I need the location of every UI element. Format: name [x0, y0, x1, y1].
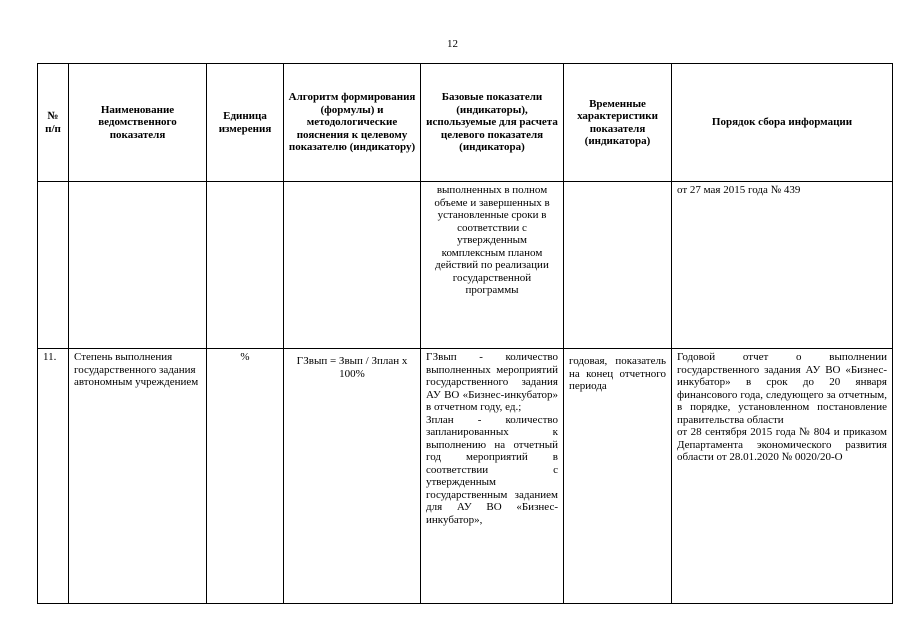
cell-name: Степень выполнения государственного задания автономным учреждением: [69, 349, 207, 604]
header-time: Временные характеристики показателя (индикатора): [564, 64, 672, 182]
header-order: Порядок сбора информации: [672, 64, 893, 182]
header-unit: Единица измерения: [207, 64, 284, 182]
table-header-row: [38, 64, 893, 182]
header-base: Базовые показатели (индикаторы), используемые для расчета целевого показателя (индикатора): [421, 64, 564, 182]
indicators-table: [37, 63, 893, 604]
cell-time: годовая, показатель на конец отчетного периода: [564, 349, 672, 604]
cell-order-continuation: от 27 мая 2015 года № 439: [672, 182, 893, 349]
table-row: [38, 349, 893, 604]
cell-base-continuation: выполненных в полном объеме и завершенных в установленные сроки в соответствии с утвержденным комплексным планом действий по реализации государственной программы: [421, 182, 564, 349]
cell-empty: [207, 182, 284, 349]
cell-order: Годовой отчет о выполнении государственного задания АУ ВО «Бизнес-инкубатор» в срок до 20 января финансового года, следующего за отчетным, в порядке, установленном постановление правительства области от 28 сентября 2015 года № 804 и приказом Департамента экономического развития области от 28.01.2020 № 0020/20-О: [672, 349, 893, 604]
cell-num: 11.: [38, 349, 69, 604]
cell-algorithm: ГЗвып = Звып / Зплан х 100%: [284, 349, 421, 604]
cell-empty: [69, 182, 207, 349]
cell-base: ГЗвып - количество выполненных мероприятий государственного задания АУ ВО «Бизнес-инкубатор» в отчетном году, ед.; Зплан - количество запланированных к выполнению на отчетный год мероприятий в соответствии с утвержденным государственным заданием для АУ ВО «Бизнес-инкубатор»,: [421, 349, 564, 604]
header-name: Наименование ведомственного показателя: [69, 64, 207, 182]
cell-empty: [38, 182, 69, 349]
cell-empty: [564, 182, 672, 349]
page-number: 12: [447, 38, 458, 50]
table-row: [38, 182, 893, 349]
header-num: № п/п: [38, 64, 69, 182]
header-algorithm: Алгоритм формирования (формулы) и методологические пояснения к целевому показателю (индикатору): [284, 64, 421, 182]
cell-unit: %: [207, 349, 284, 604]
cell-empty: [284, 182, 421, 349]
